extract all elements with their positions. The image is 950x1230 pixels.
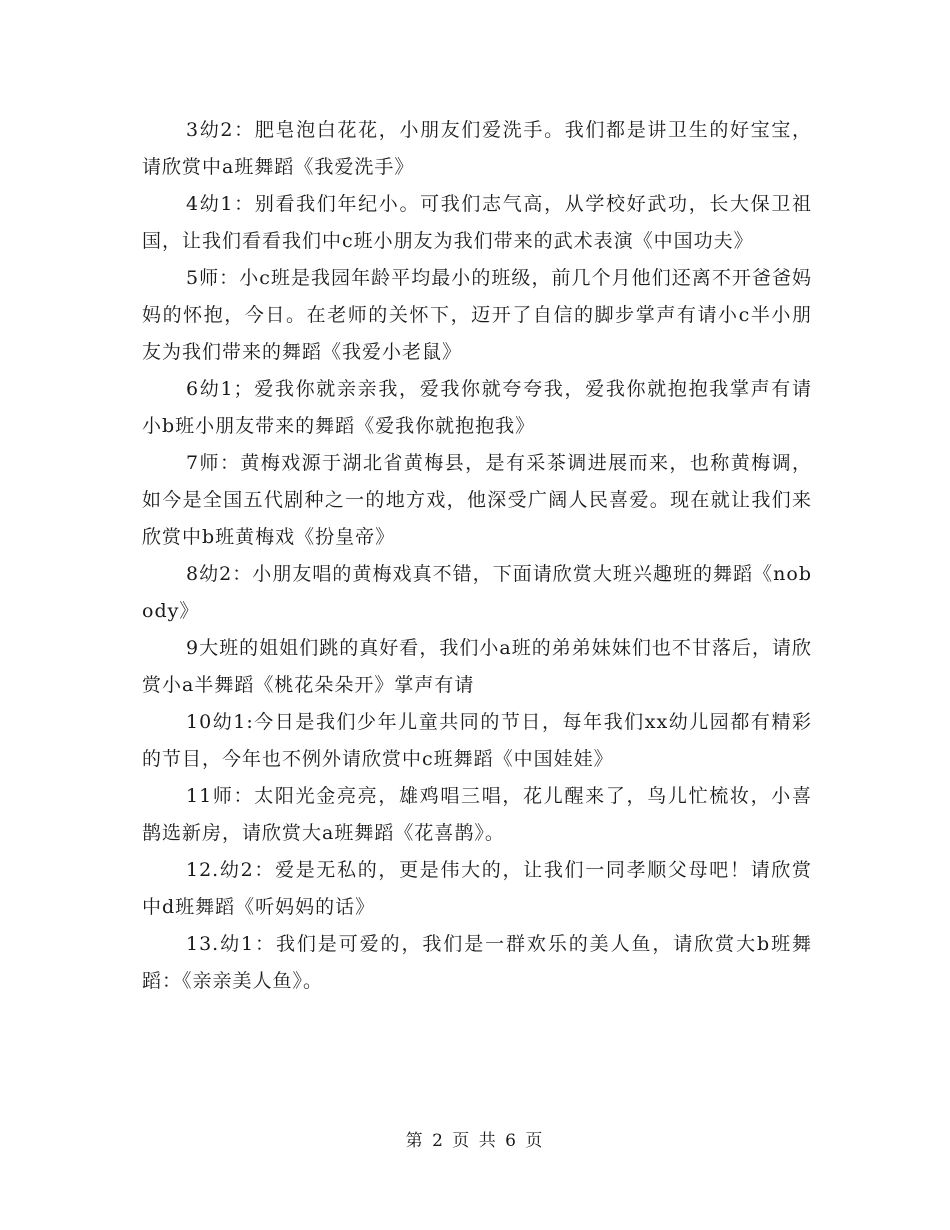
paragraph: 8幼2：小朋友唱的黄梅戏真不错，下面请欣赏大班兴趣班的舞蹈《nobody》 <box>142 563 812 622</box>
paragraph: 3幼2：肥皂泡白花花，小朋友们爱洗手。我们都是讲卫生的好宝宝，请欣赏中a班舞蹈《我爱洗手》 <box>142 119 812 178</box>
paragraph: 6幼1；爱我你就亲亲我，爱我你就夸夸我，爱我你就抱抱我掌声有请小b班小朋友带来的舞蹈《爱我你就抱抱我》 <box>142 378 812 437</box>
paragraph: 13.幼1：我们是可爱的，我们是一群欢乐的美人鱼，请欣赏大b班舞蹈：《亲亲美人鱼》。 <box>142 933 812 992</box>
document-body <box>142 112 812 1000</box>
page-number-footer: 第 2 页 共 6 页 <box>405 1131 545 1151</box>
paragraph: 10幼1:今日是我们少年儿童共同的节日，每年我们xx幼儿园都有精彩的节目，今年也不例外请欣赏中c班舞蹈《中国娃娃》 <box>142 711 812 770</box>
paragraph: 12.幼2：爱是无私的，更是伟大的，让我们一同孝顺父母吧！请欣赏中d班舞蹈《听妈妈的话》 <box>142 859 812 918</box>
paragraph: 4幼1：别看我们年纪小。可我们志气高，从学校好武功，长大保卫祖国，让我们看看我们中c班小朋友为我们带来的武术表演《中国功夫》 <box>142 193 812 252</box>
paragraph: 5师：小c班是我园年龄平均最小的班级，前几个月他们还离不开爸爸妈妈的怀抱，今日。在老师的关怀下，迈开了自信的脚步掌声有请小c半小朋友为我们带来的舞蹈《我爱小老鼠》 <box>142 267 812 363</box>
paragraph: 7师：黄梅戏源于湖北省黄梅县，是有采茶调进展而来，也称黄梅调，如今是全国五代剧种之一的地方戏，他深受广阔人民喜爱。现在就让我们来欣赏中b班黄梅戏《扮皇帝》 <box>142 452 812 548</box>
paragraph: 11师：太阳光金亮亮，雄鸡唱三唱，花儿醒来了，鸟儿忙梳妆，小喜鹊选新房，请欣赏大a班舞蹈《花喜鹊》。 <box>142 785 812 844</box>
paragraph: 9大班的姐姐们跳的真好看，我们小a班的弟弟妹妹们也不甘落后，请欣赏小a半舞蹈《桃花朵朵开》掌声有请 <box>142 637 812 696</box>
